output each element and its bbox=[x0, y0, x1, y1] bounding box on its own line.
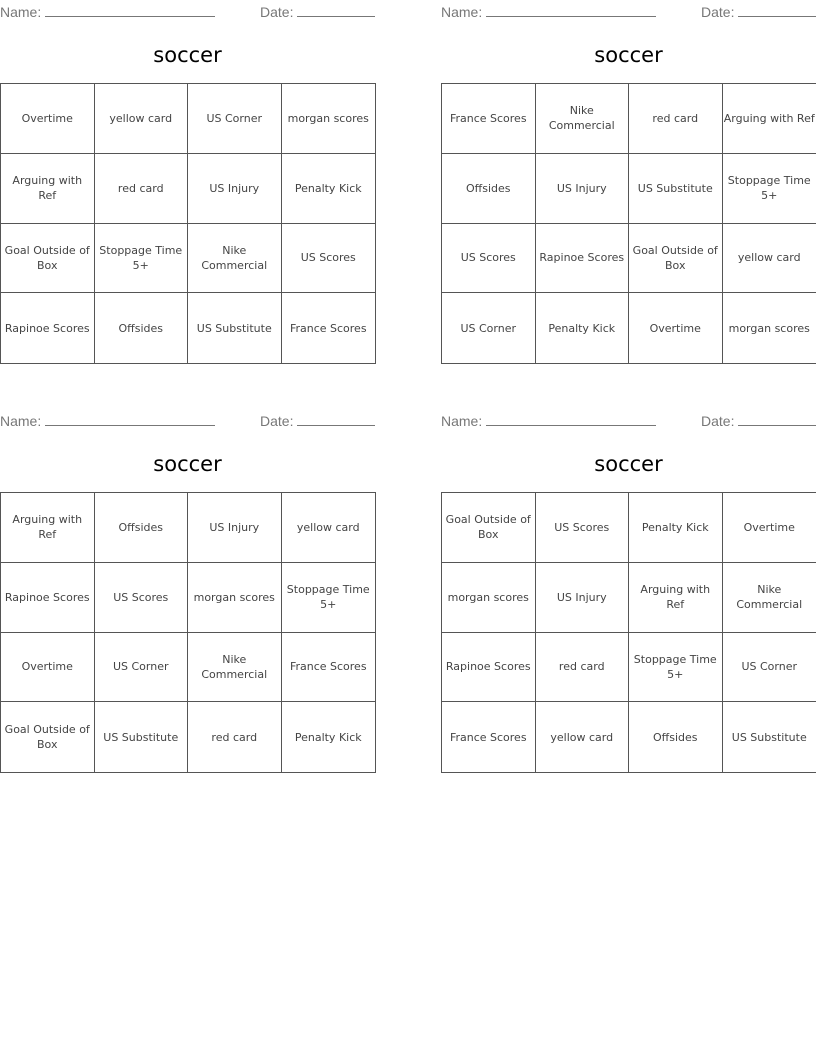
bingo-grid bbox=[441, 492, 816, 773]
bingo-cell: Stoppage Time 5+ bbox=[629, 633, 723, 703]
bingo-cell: US Substitute bbox=[95, 702, 189, 772]
card-title: soccer bbox=[153, 43, 222, 67]
bingo-cell: US Corner bbox=[95, 633, 189, 703]
card-header bbox=[441, 411, 816, 429]
bingo-cell: Stoppage Time 5+ bbox=[723, 154, 816, 224]
card-title: soccer bbox=[153, 452, 222, 476]
bingo-cell: yellow card bbox=[723, 224, 816, 294]
bingo-cell: Overtime bbox=[723, 493, 816, 563]
date-blank-line[interactable] bbox=[297, 411, 375, 426]
bingo-cell: Offsides bbox=[442, 154, 536, 224]
bingo-cell: US Scores bbox=[536, 493, 630, 563]
bingo-cell: France Scores bbox=[282, 633, 376, 703]
bingo-cell: yellow card bbox=[95, 84, 189, 154]
bingo-cell: morgan scores bbox=[188, 563, 282, 633]
date-blank-line[interactable] bbox=[297, 2, 375, 17]
card-header bbox=[0, 411, 375, 429]
card-header bbox=[441, 2, 816, 20]
bingo-cell: US Corner bbox=[442, 293, 536, 363]
bingo-cell: Penalty Kick bbox=[294, 730, 362, 744]
bingo-cell: Goal Outside of Box bbox=[1, 224, 95, 294]
bingo-cell: US Substitute bbox=[629, 154, 723, 224]
bingo-cell: morgan scores bbox=[442, 563, 536, 633]
name-label: Name: bbox=[441, 413, 483, 429]
bingo-cell: red card bbox=[536, 633, 630, 703]
bingo-cell: red card bbox=[629, 84, 723, 154]
name-field bbox=[0, 2, 215, 20]
name-label: Name: bbox=[441, 4, 483, 20]
bingo-cell: US Corner bbox=[723, 633, 816, 703]
bingo-cell: yellow card bbox=[536, 702, 630, 772]
card-header bbox=[0, 2, 375, 20]
name-label: Name: bbox=[0, 4, 42, 20]
bingo-cell: US Corner bbox=[188, 84, 282, 154]
bingo-cell: US Substitute bbox=[731, 730, 807, 744]
bingo-cell: Rapinoe Scores bbox=[1, 563, 95, 633]
date-label: Date: bbox=[260, 4, 294, 20]
name-blank-line[interactable] bbox=[45, 2, 215, 17]
bingo-cell: Arguing with Ref bbox=[1, 493, 95, 563]
bingo-cell: red card bbox=[188, 702, 282, 772]
bingo-grid bbox=[0, 83, 376, 364]
bingo-cell: morgan scores bbox=[728, 321, 810, 335]
bingo-cell: Nike Commercial bbox=[188, 224, 282, 294]
date-field bbox=[260, 2, 375, 20]
name-blank-line[interactable] bbox=[486, 2, 656, 17]
bingo-cell: Offsides bbox=[629, 702, 723, 772]
bingo-cell: Overtime bbox=[1, 633, 95, 703]
bingo-cell: Nike Commercial bbox=[188, 633, 282, 703]
bingo-cell: Overtime bbox=[629, 293, 723, 363]
bingo-cell: Rapinoe Scores bbox=[536, 224, 630, 294]
date-label: Date: bbox=[701, 413, 735, 429]
bingo-cell: Arguing with Ref bbox=[629, 563, 723, 633]
date-field bbox=[260, 411, 375, 429]
bingo-cell: Nike Commercial bbox=[536, 84, 630, 154]
name-field bbox=[441, 411, 656, 429]
date-field bbox=[701, 411, 816, 429]
date-field bbox=[701, 2, 816, 20]
bingo-cell: US Injury bbox=[188, 493, 282, 563]
bingo-cell: Penalty Kick bbox=[282, 154, 376, 224]
bingo-cell: US Scores bbox=[282, 224, 376, 294]
bingo-cell: Goal Outside of Box bbox=[442, 493, 536, 563]
bingo-cell: US Scores bbox=[95, 563, 189, 633]
bingo-cell: Arguing with Ref bbox=[1, 154, 95, 224]
date-blank-line[interactable] bbox=[738, 411, 816, 426]
card-title: soccer bbox=[594, 43, 663, 67]
bingo-cell: red card bbox=[95, 154, 189, 224]
name-field bbox=[0, 411, 215, 429]
bingo-cell: France Scores bbox=[289, 321, 367, 335]
bingo-cell: Stoppage Time 5+ bbox=[282, 563, 376, 633]
bingo-grid bbox=[0, 492, 376, 773]
bingo-cell: Penalty Kick bbox=[629, 493, 723, 563]
bingo-cell: France Scores bbox=[442, 84, 536, 154]
name-blank-line[interactable] bbox=[486, 411, 656, 426]
bingo-cell: Overtime bbox=[1, 84, 95, 154]
bingo-cell: Nike Commercial bbox=[723, 563, 816, 633]
date-label: Date: bbox=[701, 4, 735, 20]
bingo-cell: Rapinoe Scores bbox=[1, 293, 95, 363]
bingo-grid bbox=[441, 83, 816, 364]
card-title: soccer bbox=[594, 452, 663, 476]
bingo-cell: Arguing with Ref bbox=[723, 84, 816, 154]
bingo-cell: Goal Outside of Box bbox=[1, 702, 95, 772]
bingo-cell: yellow card bbox=[282, 493, 376, 563]
bingo-cell: US Injury bbox=[536, 154, 630, 224]
bingo-cell: Goal Outside of Box bbox=[629, 224, 723, 294]
bingo-cell: Stoppage Time 5+ bbox=[95, 224, 189, 294]
bingo-cell: Offsides bbox=[95, 293, 189, 363]
bingo-cell: Offsides bbox=[95, 493, 189, 563]
bingo-cell: France Scores bbox=[442, 702, 536, 772]
date-blank-line[interactable] bbox=[738, 2, 816, 17]
bingo-cell: Penalty Kick bbox=[536, 293, 630, 363]
bingo-cell: US Substitute bbox=[188, 293, 282, 363]
bingo-cell: Rapinoe Scores bbox=[442, 633, 536, 703]
bingo-cell: US Injury bbox=[536, 563, 630, 633]
name-label: Name: bbox=[0, 413, 42, 429]
bingo-cell: morgan scores bbox=[282, 84, 376, 154]
name-field bbox=[441, 2, 656, 20]
date-label: Date: bbox=[260, 413, 294, 429]
bingo-cell: US Injury bbox=[188, 154, 282, 224]
bingo-cell: US Scores bbox=[442, 224, 536, 294]
name-blank-line[interactable] bbox=[45, 411, 215, 426]
